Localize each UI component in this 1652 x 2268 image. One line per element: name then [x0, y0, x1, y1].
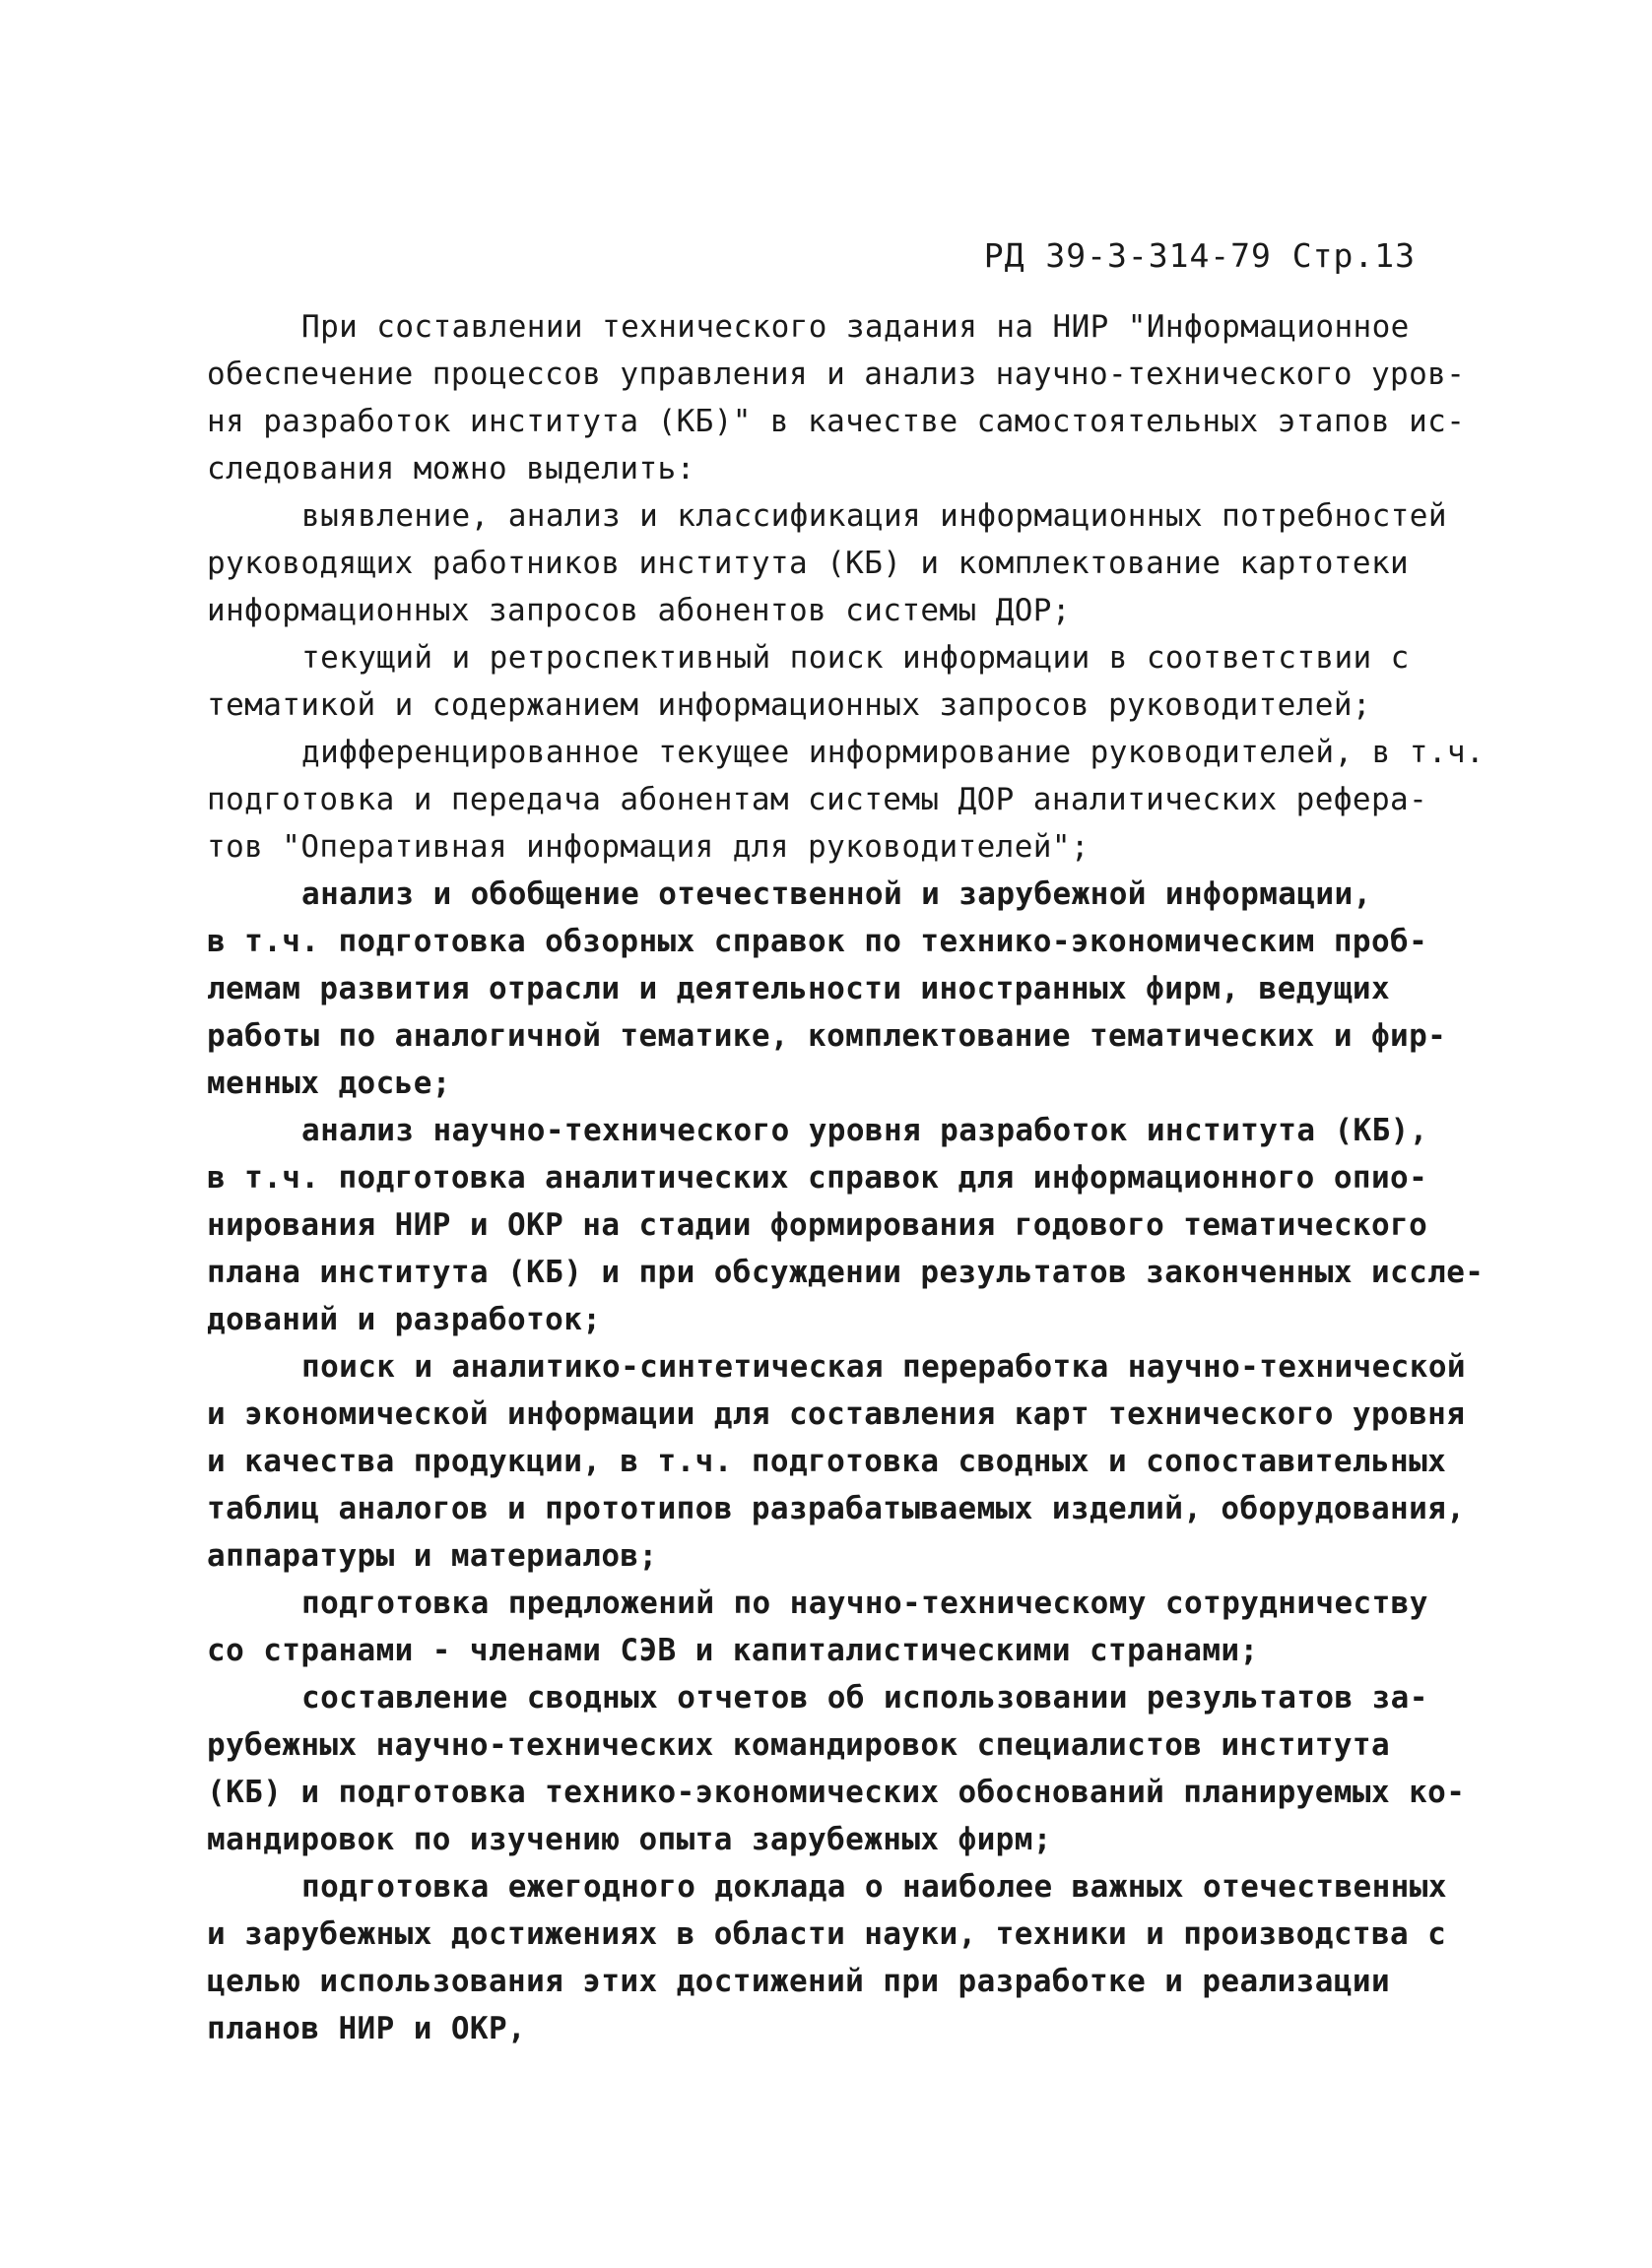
- text-line: лемам развития отрасли и деятельности иностранных фирм, ведущих: [207, 971, 1391, 1006]
- text-line: подготовка ежегодного доклада о наиболее важных отечественных: [301, 1869, 1447, 1905]
- text-line: тов "Оперативная информация для руководителей";: [207, 829, 1090, 865]
- text-line: менных досье;: [207, 1066, 451, 1101]
- text-line: целью использования этих достижений при разработке и реализации: [207, 1964, 1391, 1999]
- text-line: текущий и ретроспективный поиск информации в соответствии с: [301, 640, 1410, 676]
- text-line: информационных запросов абонентов системы ДОР;: [207, 593, 1071, 628]
- text-line: подготовка и передача абонентам системы ДОР аналитических рефера-: [207, 782, 1428, 817]
- text-line: со странами - членами СЭВ и капиталистическими странами;: [207, 1633, 1259, 1668]
- text-line: аппаратуры и материалов;: [207, 1538, 658, 1574]
- text-line: и качества продукции, в т.ч. подготовка сводных и сопоставительных: [207, 1444, 1447, 1479]
- text-line: ня разработок института (КБ)" в качестве самостоятельных этапов ис-: [207, 404, 1466, 439]
- text-line: выявление, анализ и классификация информационных потребностей: [301, 498, 1447, 534]
- page-header: РД 39-3-314-79 Стр.13: [983, 236, 1416, 275]
- text-line: (КБ) и подготовка технико-экономических обоснований планируемых ко-: [207, 1775, 1466, 1810]
- text-line: в т.ч. подготовка аналитических справок для информационного опио-: [207, 1160, 1428, 1196]
- text-line: следования можно выделить:: [207, 451, 695, 486]
- text-line: составление сводных отчетов об использовании результатов за-: [301, 1680, 1428, 1716]
- text-line: руководящих работников института (КБ) и комплектование картотеки: [207, 546, 1410, 581]
- text-line: и зарубежных достижениях в области науки, техники и производства с: [207, 1916, 1447, 1952]
- text-line: подготовка предложений по научно-техническому сотрудничеству: [301, 1586, 1428, 1621]
- document-body: [207, 303, 1487, 2052]
- text-line: рубежных научно-технических командировок специалистов института: [207, 1727, 1391, 1763]
- text-line: мандировок по изучению опыта зарубежных фирм;: [207, 1822, 1052, 1857]
- text-line: работы по аналогичной тематике, комплектование тематических и фир-: [207, 1018, 1447, 1054]
- text-line: анализ научно-технического уровня разработок института (КБ),: [301, 1113, 1428, 1148]
- text-line: поиск и аналитико-синтетическая переработка научно-технической: [301, 1349, 1466, 1385]
- text-line: в т.ч. подготовка обзорных справок по технико-экономическим проб-: [207, 924, 1428, 959]
- text-line: анализ и обобщение отечественной и зарубежной информации,: [301, 876, 1372, 912]
- text-line: обеспечение процессов управления и анализ научно-технического уров-: [207, 356, 1466, 392]
- text-line: При составлении технического задания на НИР "Информационное: [301, 309, 1410, 345]
- text-line: таблиц аналогов и прототипов разрабатываемых изделий, оборудования,: [207, 1491, 1466, 1526]
- text-line: плана института (КБ) и при обсуждении результатов законченных иссле-: [207, 1255, 1485, 1290]
- text-line: дифференцированное текущее информирование руководителей, в т.ч.: [301, 735, 1486, 770]
- text-line: дований и разработок;: [207, 1302, 602, 1337]
- text-line: нирования НИР и ОКР на стадии формирования годового тематического: [207, 1207, 1428, 1243]
- text-line: и экономической информации для составления карт технического уровня: [207, 1396, 1466, 1432]
- text-line: планов НИР и ОКР,: [207, 2011, 527, 2046]
- text-line: тематикой и содержанием информационных запросов руководителей;: [207, 687, 1371, 723]
